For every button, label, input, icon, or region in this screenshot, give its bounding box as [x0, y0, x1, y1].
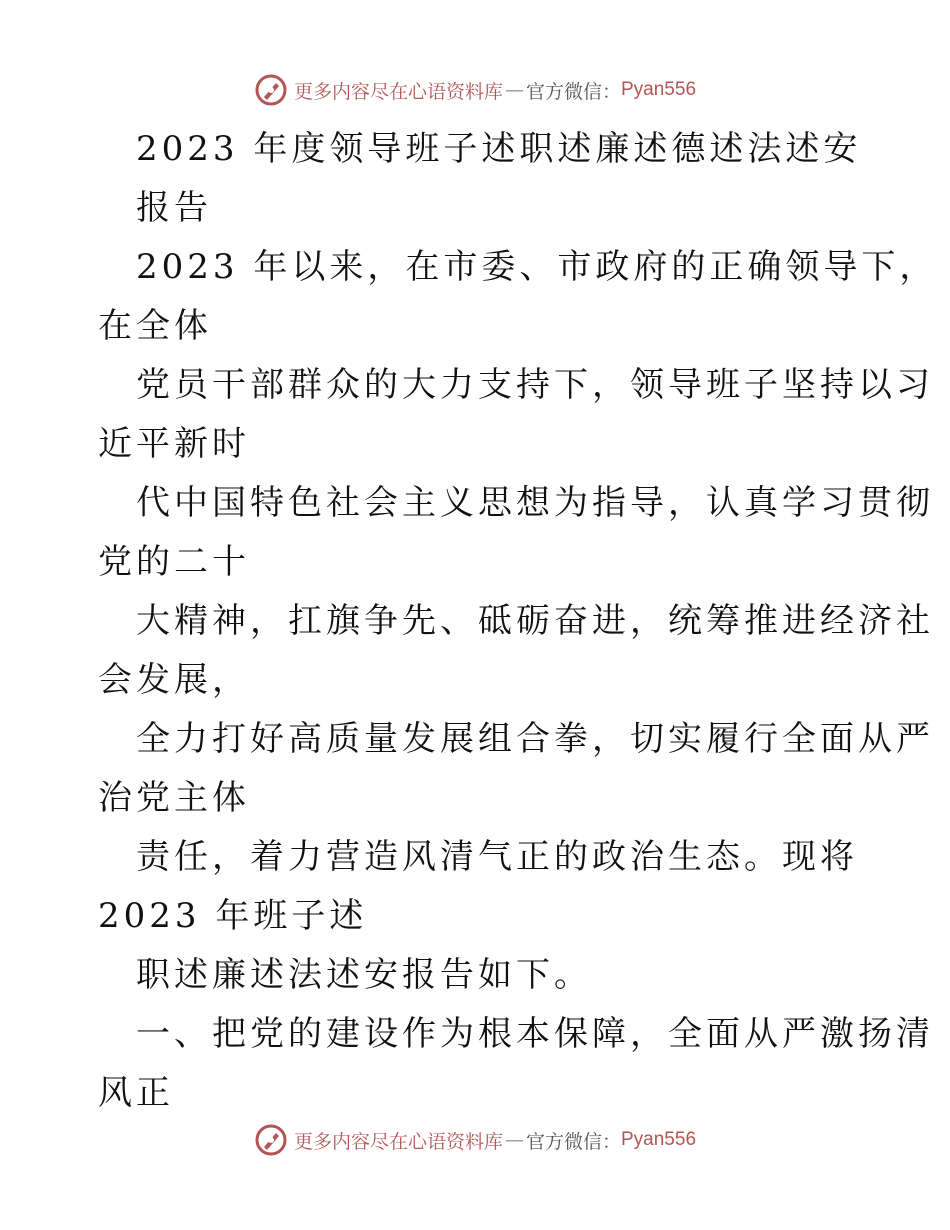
text-line: 近平新时	[98, 424, 250, 464]
text-line: 代中国特色社会主义思想为指导，认真学习贯彻	[136, 483, 934, 523]
text-line: 党的二十	[98, 542, 250, 582]
text-line: 责任，着力营造风清气正的政治生态。现将	[136, 837, 858, 877]
text-line: 大精神，扛旗争先、砥砺奋进，统筹推进经济社	[136, 601, 934, 641]
banner-wechat-id: Pyan556	[621, 1129, 697, 1150]
text-line: 全力打好高质量发展组合拳，切实履行全面从严	[136, 719, 934, 759]
text-line: 治党主体	[98, 778, 250, 818]
banner-separator: —	[504, 1129, 524, 1151]
banner-separator: —	[504, 79, 524, 101]
text-line: 2023 年班子述	[98, 896, 368, 936]
text-line: 党员干部群众的大力支持下，领导班子坚持以习	[136, 365, 934, 405]
pen-logo-icon	[254, 1123, 288, 1157]
section-heading-line: 风正	[98, 1073, 174, 1113]
banner-text: 更多内容尽在心语资料库	[293, 1130, 503, 1153]
title-line-1: 2023 年度领导班子述职述廉述德述法述安	[136, 129, 862, 169]
section-heading-line: 一、把党的建设作为根本保障，全面从严激扬清	[136, 1014, 934, 1054]
document-body	[98, 120, 938, 1123]
banner-text: 更多内容尽在心语资料库	[293, 80, 503, 103]
header-banner	[0, 70, 950, 110]
banner-wechat-id: Pyan556	[621, 79, 697, 100]
text-line: 2023 年以来，在市委、市政府的正确领导下，	[136, 247, 938, 287]
pen-logo-icon	[254, 73, 288, 107]
footer-banner	[0, 1120, 950, 1160]
text-line: 在全体	[98, 306, 212, 346]
title-line-2: 报告	[136, 188, 212, 228]
banner-wechat-label: 官方微信：	[525, 80, 621, 103]
text-line: 会发展，	[98, 660, 250, 700]
banner-wechat-label: 官方微信：	[525, 1130, 621, 1153]
text-line: 职述廉述法述安报告如下。	[136, 955, 592, 995]
